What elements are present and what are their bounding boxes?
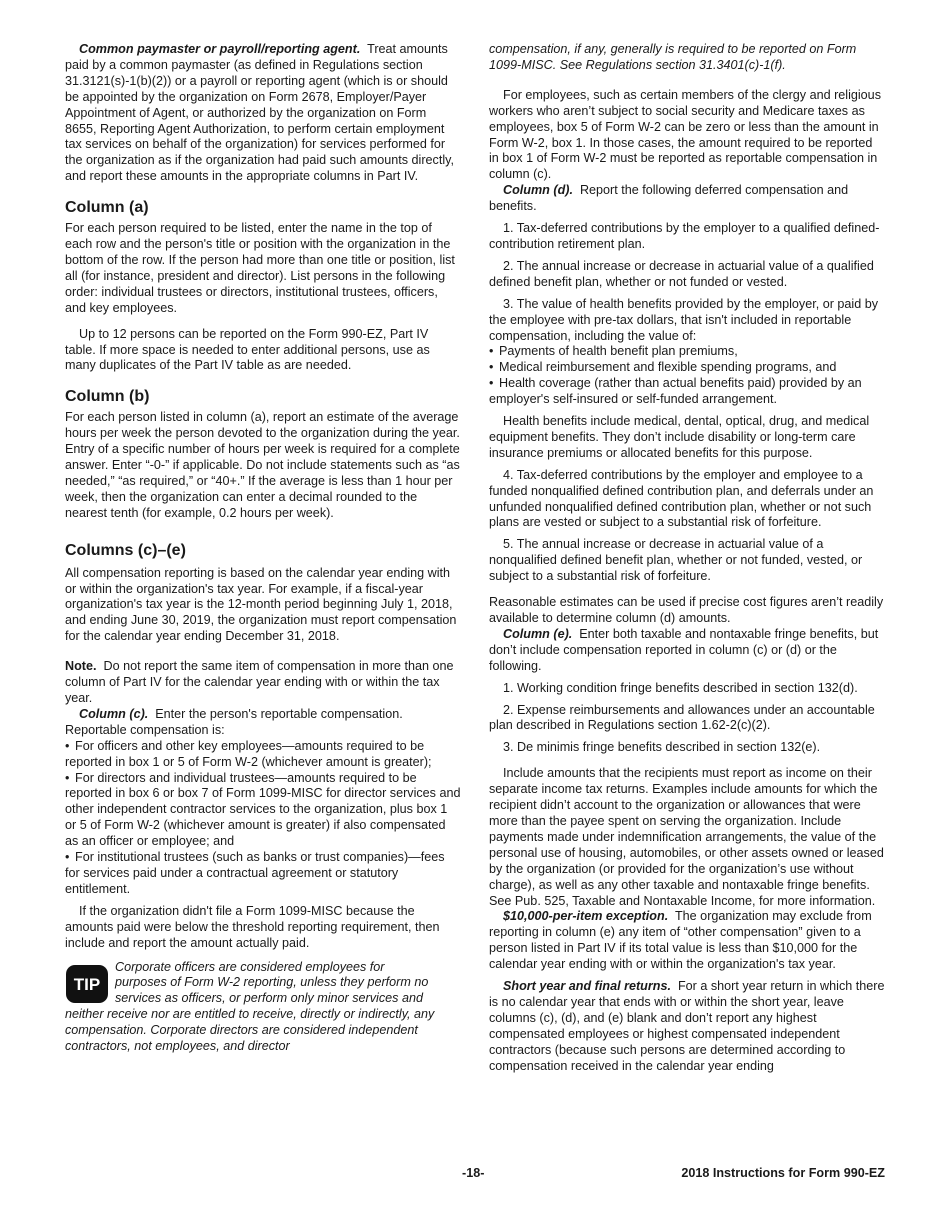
list-item: 2. Expense reimbursements and allowances under an accountable plan described in Regulations section 1.62-2(c)(2). xyxy=(489,702,875,733)
tip-box xyxy=(65,960,461,1055)
paragraph-health: Health benefits include medical, dental, optical, drug, and medical equipment benefits. They don’t include disability or long-term care insurance premiums or allocated benefits for this purpose. xyxy=(489,414,870,460)
list-item: 2. The annual increase or decrease in actuarial value of a qualified defined benefit plan, whether or not funded or vested. xyxy=(489,258,874,289)
paragraph-exception: $10,000-per-item exception. The organization may exclude from reporting in column (e) any item of “other compensation” given to a person listed in Part IV if its total value is less than $10,000 for the calendar year ending with or within the organization's tax year. xyxy=(489,909,872,972)
paragraph-columns-c-e: All compensation reporting is based on the calendar year ending with or within the organization's tax year. For example, if a fiscal-year organization's tax year is the 12-month period beginning July 1, 2018, and ending June 30, 2019, the organization must report compensation for the calendar year ending December 31, 2018. xyxy=(65,565,457,644)
page-number: -18- xyxy=(462,1166,485,1180)
list-item: 3. The value of health benefits provided by the employer, or paid by the employee with pre-tax dollars, that isn't included in reportable compensation, including the value of: xyxy=(489,296,879,343)
paragraph-column-b: For each person listed in column (a), report an estimate of the average hours per week the person devoted to the organization during the year. Entry of a specific number of hours per week is required for a complete answer. Enter “-0-” if applicable. Do not include statements such as “as needed,” “as required,” or “40+.” If the average is less than 1 hour per week, then the organization can enter a decimal rounded to the nearest tenth (for example, 0.2 hours per week). xyxy=(65,410,460,520)
run-in-heading: Common paymaster or payroll/reporting agent. xyxy=(79,42,361,56)
tip-continuation: compensation, if any, generally is required to be reported on Form 1099-MISC. See Regulations section 31.3401(c)-1(f). xyxy=(489,42,857,72)
bullet-item: • For directors and individual trustees—amounts required to be reported in box 6 or box 7 of Form 1099-MISC for director services and other independent contractor services to the organization, plus box 1 or 5 of Form W-2 (whichever amount is greater) if also compensated as an officer or employee; and xyxy=(65,771,461,851)
run-in-heading: Column (e). xyxy=(503,626,573,641)
bullet-item: • Payments of health benefit plan premiums, xyxy=(489,344,885,360)
list-item: 4. Tax-deferred contributions by the employer and employee to a funded nonqualified defined contribution plan, and deferrals under an unfunded nonqualified defined contribution plan, whether or not such plans are vested or subject to a substantial risk of forfeiture. xyxy=(489,467,874,530)
paragraph-estimates: Reasonable estimates can be used if precise cost figures aren’t readily available to determine column (d) amounts. xyxy=(489,595,884,625)
run-in-heading: Column (c). xyxy=(79,706,149,721)
paragraph-note: Note. Do not report the same item of compensation in more than one column of Part IV for the calendar year ending with or within the tax year. xyxy=(65,659,454,705)
paragraph-paymaster: Common paymaster or payroll/reporting agent. Treat amounts paid by a common paymaster (as defined in Regulations section 31.3121(s)-1(b)(2)) or a payroll or reporting agent (which is or should be appointed by the organization on Form 2678, Employer/Payer Appointment of Agent, or authorized by the organization on Form 8655, Reporting Agent Authorization, to perform certain employment tax services on behalf of the organization) for services performed for the organization as if the organization had paid such amounts directly, and report these amounts in the appropriate columns in Part IV. xyxy=(65,42,455,184)
list-item: 5. The annual increase or decrease in actuarial value of a nonqualified defined benefit plan, whether or not funded, vested, or subject to a substantial risk of forfeiture. xyxy=(489,537,863,584)
paragraph-include: Include amounts that the recipients must report as income on their separate income tax returns. Examples include amounts for which the recipient didn’t account to the organization or allowances that were more than the payee spent on serving the organization. Include payments made under indemnification arrangements, the value of the personal use of housing, automobiles, or other assets owned or leased by the organization (or provided for the organization’s use without charge), as well as any other taxable and nontaxable fringe benefits. See Pub. 525, Taxable and Nontaxable Income, for more information. xyxy=(489,766,884,908)
bullet-item: • For institutional trustees (such as banks or trust companies)—fees for services paid under a contractual agreement or statutory entitlement. xyxy=(65,850,461,898)
right-column xyxy=(489,42,885,1074)
paragraph-column-a-1: For each person required to be listed, enter the name in the top of each row and the person's title or position with the organization in the bottom of the row. If the person had more than one title or position, list all (for instance, president and director). List persons in the following order: individual trustees or directors, institutional trustees, officers, and key employees. xyxy=(65,221,455,315)
list-item: 1. Working condition fringe benefits described in section 132(d). xyxy=(503,680,858,695)
tip-label: TIP xyxy=(73,974,101,994)
run-in-heading: $10,000-per-item exception. xyxy=(503,909,669,924)
heading-column-b: Column (b) xyxy=(65,388,150,406)
note-label: Note. xyxy=(65,659,97,674)
tip-icon xyxy=(65,964,109,1004)
paragraph-column-e: Column (e). Enter both taxable and nontaxable fringe benefits, but don’t include compensation reported in column (c) or (d) or the following. xyxy=(489,626,879,673)
paragraph-column-a-2: Up to 12 persons can be reported on the Form 990-EZ, Part IV table. If more space is needed to enter additional persons, use as many duplicates of the Part IV table as are needed. xyxy=(65,326,430,373)
list-item: 1. Tax-deferred contributions by the employer to a qualified defined-contribution retirement plan. xyxy=(489,221,880,251)
heading-column-a: Column (a) xyxy=(65,199,149,217)
paragraph-column-d: Column (d). Report the following deferred compensation and benefits. xyxy=(489,183,849,214)
footer-title: 2018 Instructions for Form 990-EZ xyxy=(681,1166,885,1180)
tip-text: Corporate officers are considered employees for purposes of Form W-2 reporting, unless they perform no services as officers, or perform only minor services and neither receive nor are entitled to receive, directly or indirectly, any compensation. Corporate directors are considered independent contractors, not employees, and director xyxy=(65,959,435,1054)
list-item: 3. De minimis fringe benefits described in section 132(e). xyxy=(503,740,821,755)
run-in-heading: Column (d). xyxy=(503,183,573,198)
bullet-item: • For officers and other key employees—amounts required to be reported in box 1 or 5 of Form W-2 (whichever amount is greater); xyxy=(65,739,461,771)
paragraph-short-year: Short year and final returns. For a short year return in which there is no calendar year that ends with or within the short year, leave columns (c), (d), and (e) blank and don’t report any highest compensated employees or highest compensated independent contractors (because such persons are determined according to compensation received in the calendar year ending xyxy=(489,979,885,1073)
paragraph-column-c: Column (c). Enter the person's reportable compensation. Reportable compensation is: xyxy=(65,706,403,737)
paragraph-1099: If the organization didn't file a Form 1099-MISC because the amounts paid were below the threshold reporting requirement, then include and report the amount actually paid. xyxy=(65,903,440,950)
paragraph-clergy: For employees, such as certain members of the clergy and religious workers who aren’t subject to social security and Medicare taxes as employees, box 5 of Form W-2 can be zero or less than the amount in Form W-2, box 1. In those cases, the amount required to be reported in box 1 of Form W-2 must be reported as reportable compensation in column (c). xyxy=(489,87,881,182)
heading-columns-c-e: Columns (c)–(e) xyxy=(65,541,186,559)
left-column xyxy=(65,42,461,1055)
run-in-heading: Short year and final returns. xyxy=(503,979,671,994)
bullet-item: • Health coverage (rather than actual benefits paid) provided by an employer's self-insured or self-funded arrangement. xyxy=(489,376,885,408)
bullet-item: • Medical reimbursement and flexible spending programs, and xyxy=(489,360,885,376)
